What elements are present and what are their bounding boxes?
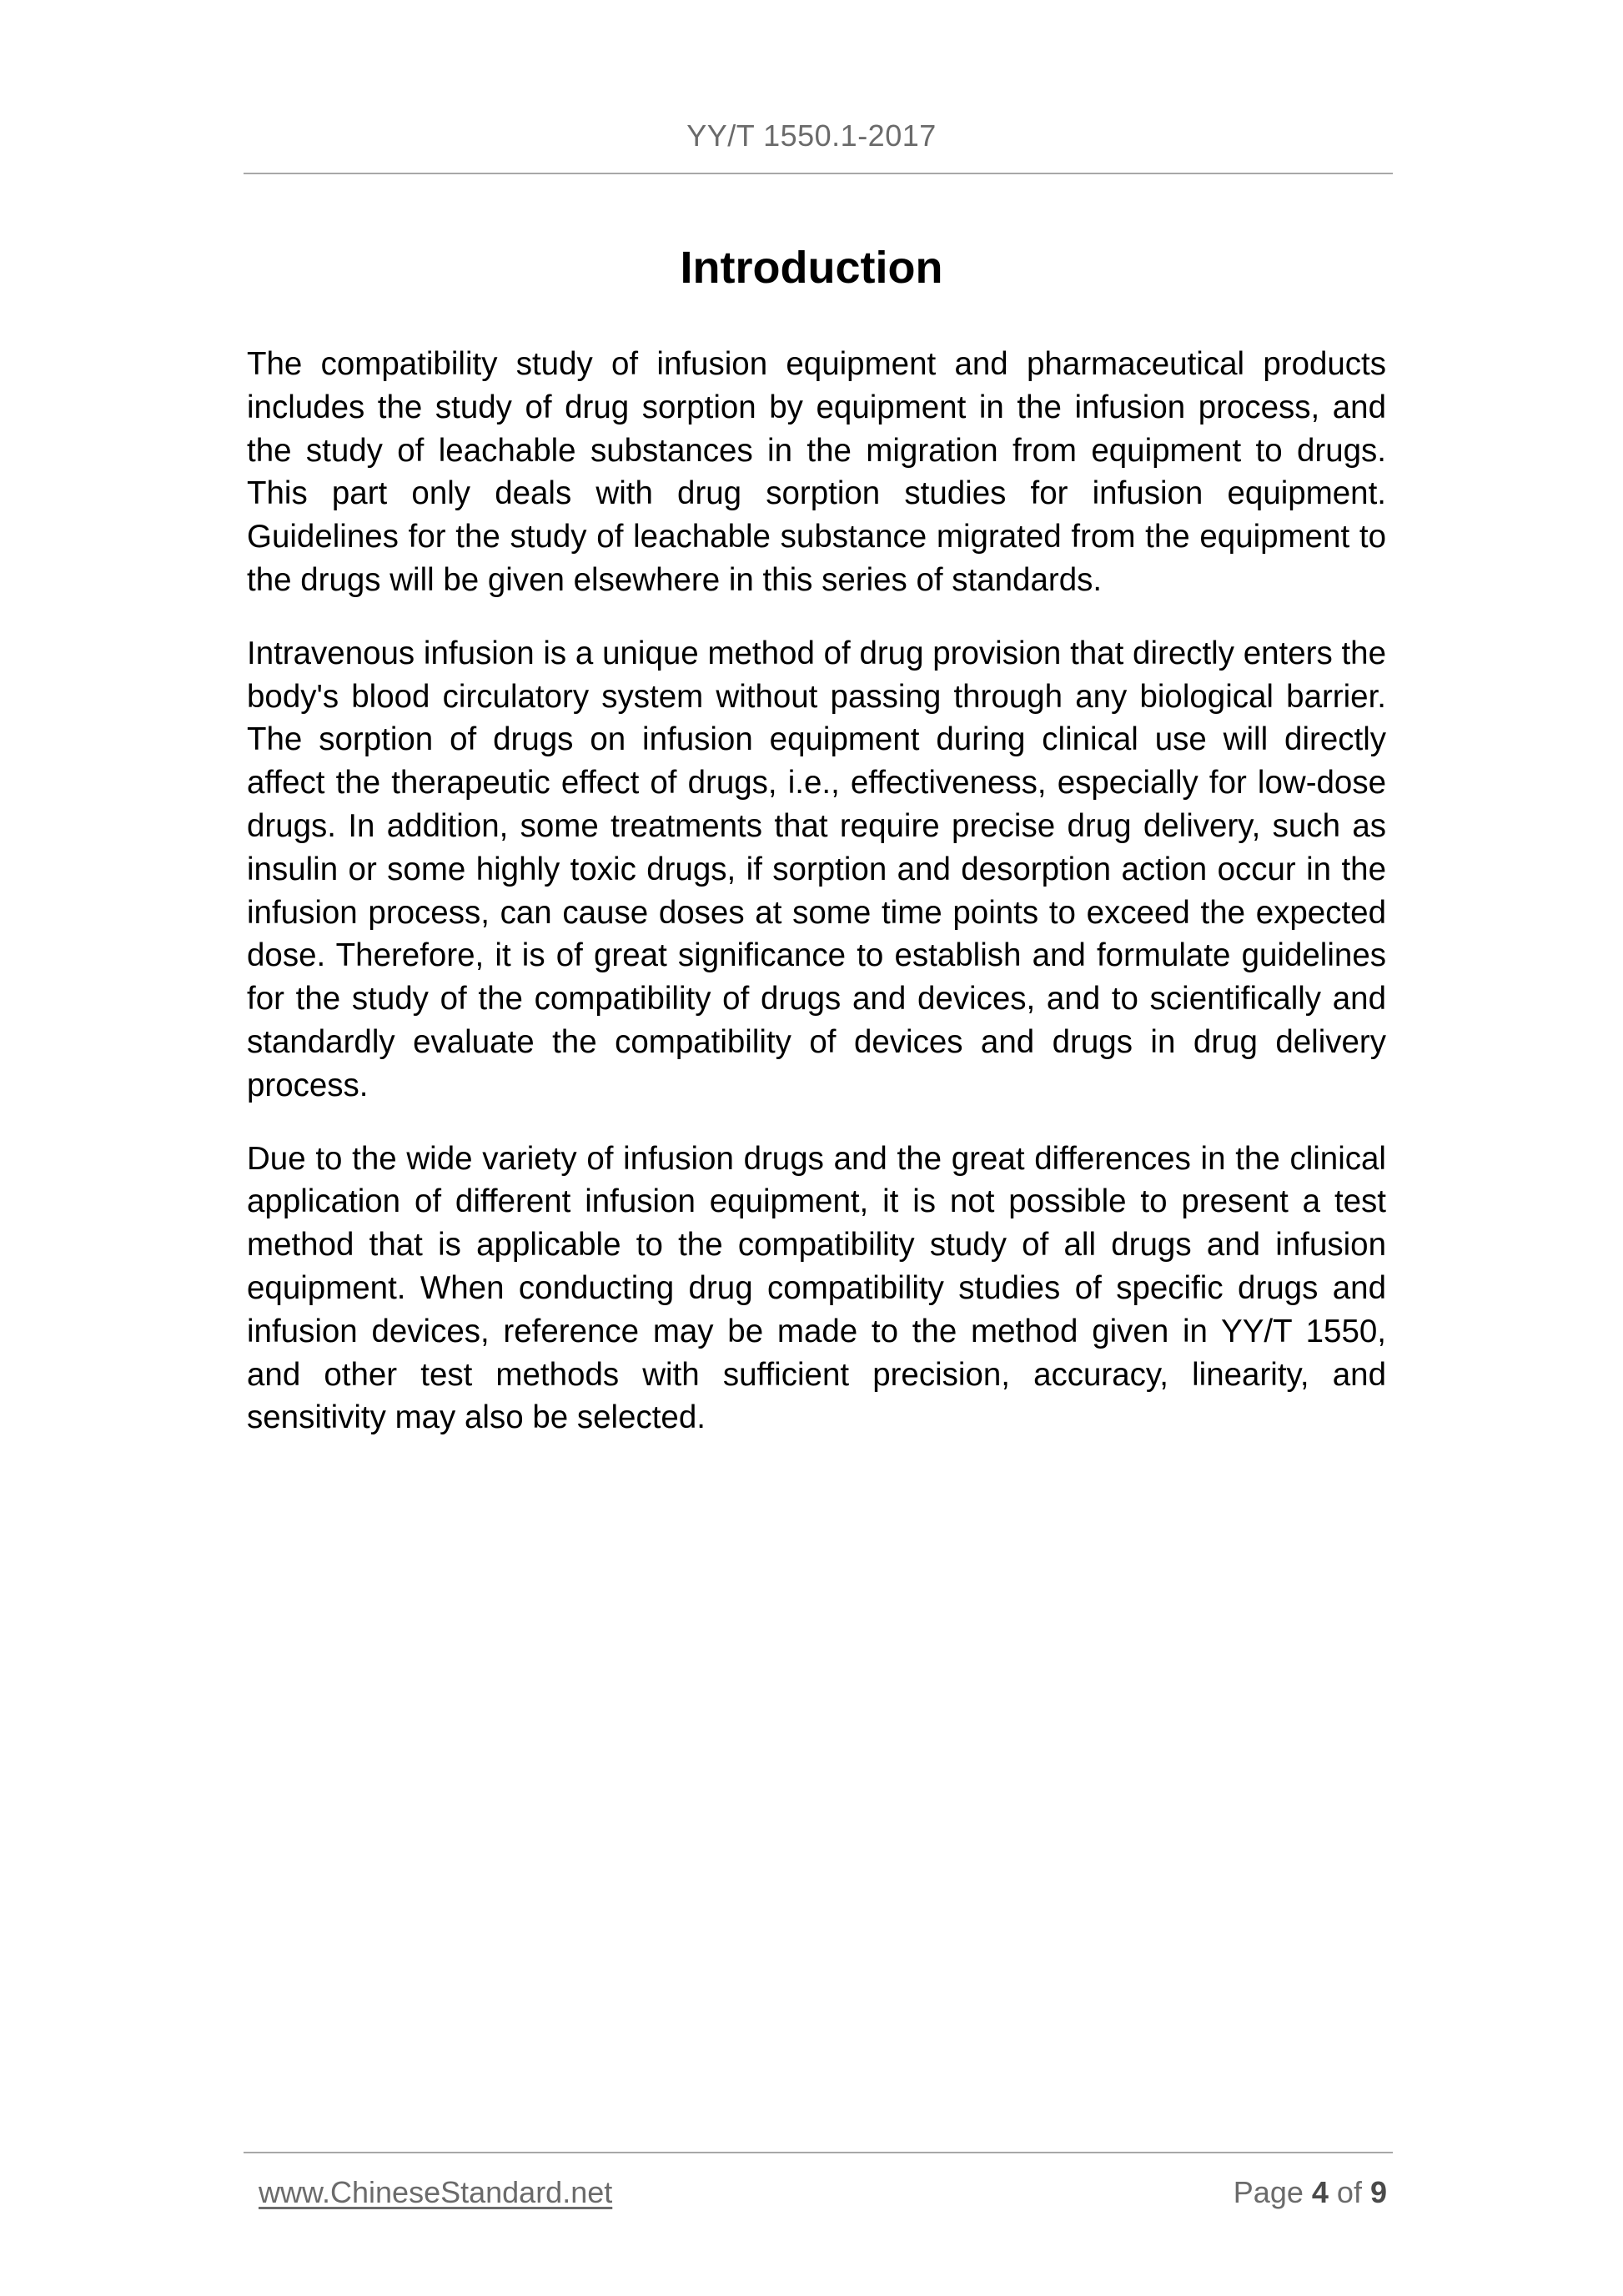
document-id-header: YY/T 1550.1-2017	[686, 118, 937, 153]
current-page-number: 4	[1311, 2175, 1329, 2209]
page-title: Introduction	[680, 243, 943, 293]
paragraph-2: Intravenous infusion is a unique method of drug provision that directly enters the body's blood circulatory system without passing through any biological barrier. The sorption of drugs on infusion equipment during clinical use will directly affect the therapeutic effect of drugs, i.e., effectiveness, especially for low-dose drugs. In addition, some treatments that require precise drug delivery, such as insulin or some highly toxic drugs, if sorption and desorption action occur in the infusion process, can cause doses at some time points to exceed the expected dose. Therefore, it is of great significance to establish and formulate guidelines for the study of the compatibility of drugs and devices, and to scientifically and standardly evaluate the compatibility of devices and drugs in drug delivery process.	[247, 635, 1386, 1103]
page-word: Page	[1233, 2175, 1304, 2209]
paragraph-1: The compatibility study of infusion equipment and pharmaceutical products includes the study of drug sorption by equipment in the infusion process, and the study of leachable substances in the migration from equipment to drugs. This part only deals with drug sorption studies for infusion equipment. Guidelines for the study of leachable substance migrated from the equipment to the drugs will be given elsewhere in this series of standards.	[247, 346, 1386, 598]
total-page-count: 9	[1369, 2175, 1387, 2209]
footer-divider	[244, 2152, 1393, 2153]
paragraph-3: Due to the wide variety of infusion drugs and the great differences in the clinical application of different infusion equipment, it is not possible to present a test method that is applicable to the compatibility study of all drugs and infusion equipment. When conducting drug compatibility studies of specific drugs and infusion devices, reference may be made to the method given in YY/T 1550, and other test methods with sufficient precision, accuracy, linearity, and sensitivity may also be selected.	[247, 1140, 1386, 1436]
of-word: of	[1336, 2175, 1362, 2209]
introduction-body	[247, 343, 1386, 1470]
header-divider	[244, 173, 1393, 174]
page-indicator	[1234, 2172, 1387, 2213]
website-link[interactable]: www.ChineseStandard.net	[259, 2175, 613, 2209]
